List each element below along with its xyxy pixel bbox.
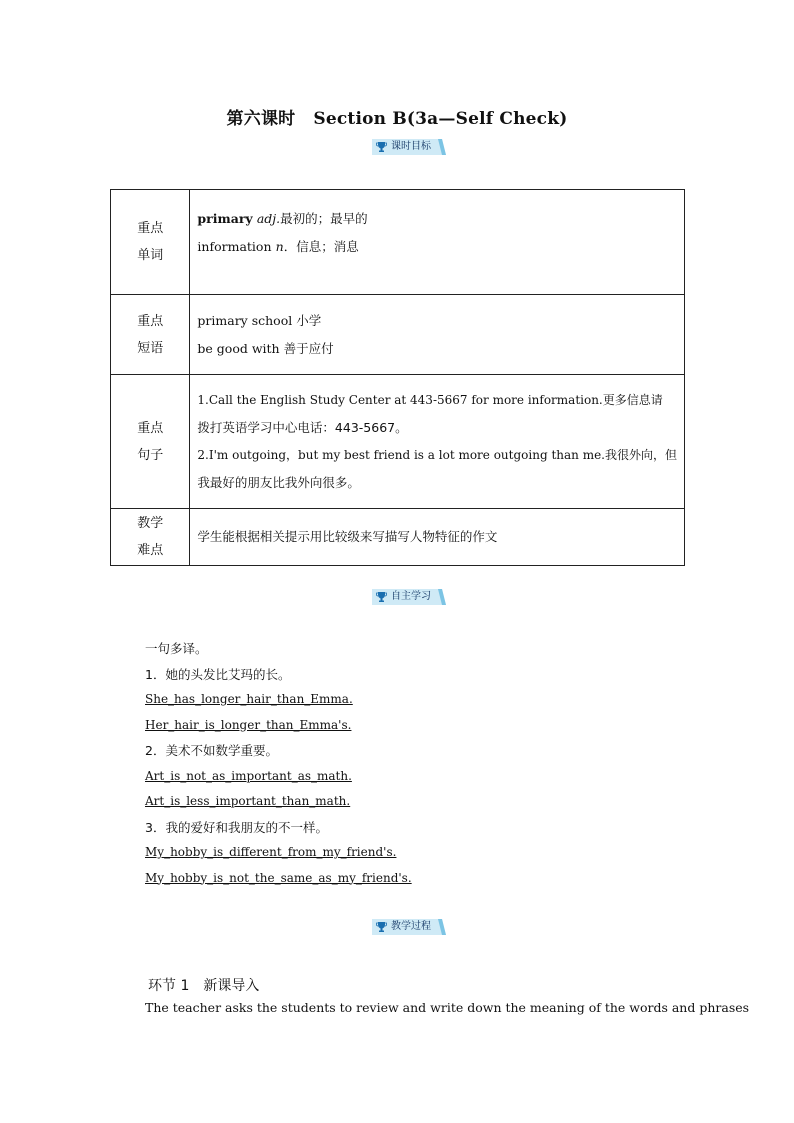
row-content [190,190,685,295]
row-header [111,190,190,295]
title-lesson: 第六课时 [226,109,296,129]
answer-line: Her_hair_is_longer_than_Emma's. [145,717,352,732]
goals-table [110,189,685,566]
content-line: be good with 善于应付 [197,340,334,356]
vocab-word: primary [197,210,253,226]
badge-self-study [372,589,448,605]
row-header-line: 重点 [137,313,164,329]
content-line: 学生能根据相关提示用比较级来写描写人物特征的作文 [197,529,498,545]
row-header-line: 难点 [137,543,164,558]
answer-line: Art_is_not_as_important_as_math. [145,768,352,783]
content-line [197,205,677,234]
vocab-meaning: 最初的；最早的 [280,210,368,226]
exercise-prompt: 1．她的头发比艾玛的长。 [145,666,291,682]
row-header-line: 教学 [137,516,164,531]
exercise-intro: 一句多译。 [145,641,208,656]
row-header-line: 重点 [137,420,164,436]
content-line: 拨打英语学习中心电话：443-5667。 [197,420,408,435]
trophy-icon [376,591,387,603]
answer-line: Art_is_less_important_than_math. [145,794,351,808]
part-of-speech: adj. [256,210,281,226]
process-paragraph: The teacher asks the students to review and write down the meaning of the words and phrases [145,1000,750,1015]
step-heading [148,975,259,995]
page-title [0,104,794,129]
content-line: 1.Call the English Study Center at 443-5667 for more information.更多信息请 [197,392,663,407]
exercise-prompt: 3．我的爱好和我朋友的不一样。 [145,819,328,835]
badge-label: 课时目标 [391,141,431,152]
row-content [190,375,685,509]
row-content [190,295,685,375]
trophy-icon [376,921,387,933]
answer-line: My_hobby_is_different_from_my_friend's. [145,845,397,859]
answer-line: She_has_longer_hair_than_Emma. [145,692,353,706]
content-line: primary school 小学 [197,313,322,328]
self-study-section [145,636,412,891]
vocab-meaning: ．信息；消息 [283,239,359,254]
content-line: 我最好的朋友比我外向很多。 [197,475,360,490]
badge-label: 教学过程 [391,921,431,932]
badge-label: 自主学习 [391,591,431,602]
row-content [190,509,685,566]
row-header-line: 单词 [137,248,164,263]
row-header [111,509,190,566]
row-header-line: 短语 [137,340,164,356]
part-of-speech: n [275,239,284,254]
title-section: Section B(3a—Self Check) [313,109,568,129]
table-row [111,375,685,509]
content-line [197,233,677,262]
badge-goals [372,139,448,155]
table-row [111,509,685,566]
step-label: 环节 1 [148,978,190,994]
exercise-prompt: 2．美术不如数学重要。 [145,743,278,758]
answer-line: My_hobby_is_not_the_same_as_my_friend's. [145,870,412,885]
step-title: 新课导入 [203,978,260,994]
row-header [111,375,190,509]
trophy-icon [376,141,387,153]
vocab-word: information [197,239,272,254]
row-header-line: 句子 [137,447,164,463]
table-row [111,190,685,295]
table-row [111,295,685,375]
row-header [111,295,190,375]
badge-teaching-process [372,919,448,935]
content-line: 2.I'm outgoing，but my best friend is a lot more outgoing than me.我很外向，但 [197,447,677,462]
row-header-line: 重点 [137,221,164,236]
